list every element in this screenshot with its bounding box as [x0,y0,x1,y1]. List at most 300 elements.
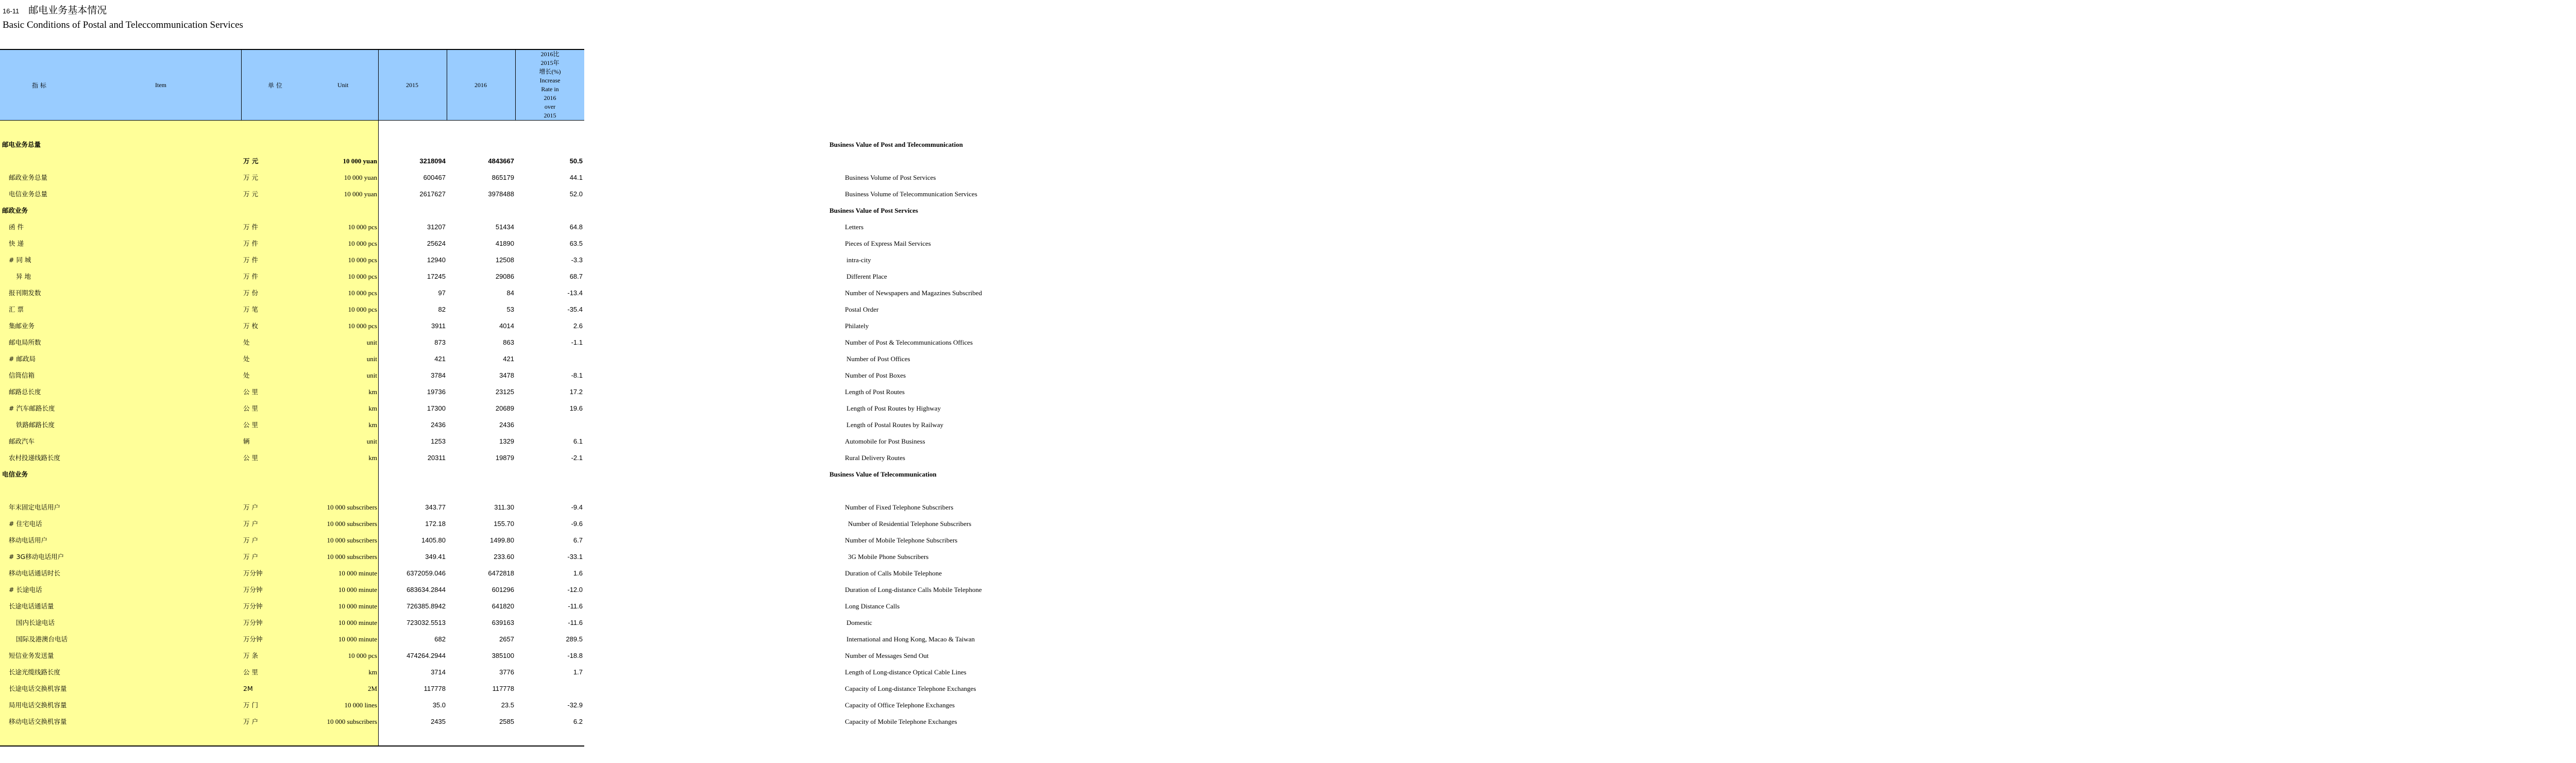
cell-unit-en: 10 000 pcs [348,273,377,280]
table-row [0,334,973,351]
header-increase-line: 2015年 [540,59,560,66]
cell-unit-en: 10 000 subscribers [327,718,377,725]
cell-item-en: Number of Post & Telecommunications Offices [845,338,973,346]
cell-item-en: Number of Mobile Telephone Subscribers [845,536,958,544]
cell-value-2016: 233.60 [494,553,514,561]
cell-value-2015: 683634.2844 [406,586,446,594]
table-row [0,268,887,285]
cell-value-2016 [450,483,514,499]
cell-indicator-zh: 邮电局所数 [9,338,41,346]
cell-increase-rate: -18.8 [567,652,583,659]
cell-value-2016: 155.70 [494,520,514,528]
cell-unit-en: 2M [367,685,377,692]
table-row [0,549,929,565]
cell-value-2016: 1499.80 [490,536,514,544]
cell-value-2016: 117778 [492,685,514,692]
table-row [0,318,869,334]
table-row [0,219,864,235]
cell-unit-zh: 万分钟 [243,619,263,626]
cell-value-2015: 1405.80 [421,536,446,544]
cell-value-2016: 53 [506,306,514,313]
cell-increase-rate: -9.4 [571,503,583,511]
cell-item-en: Capacity of Mobile Telephone Exchanges [845,718,957,725]
cell-increase-rate: -33.1 [567,553,583,561]
cell-value-2015: 3714 [431,668,446,676]
cell-unit-zh: 万 户 [243,520,258,528]
cell-item-en: Letters [845,223,864,231]
cell-indicator-zh: 函 件 [9,223,24,231]
cell-item-en: Number of Messages Send Out [845,652,929,659]
cell-indicator-zh: 报刊期发数 [9,289,41,297]
table-row [0,565,942,582]
cell-value-2016: 2585 [499,718,514,725]
cell-unit-en: 10 000 subscribers [327,553,377,561]
cell-value-2015 [381,466,446,483]
table-row [0,483,584,499]
cell-item-en: intra-city [846,256,871,264]
cell-value-2016: 863 [503,338,514,346]
cell-value-2015: 2617627 [419,190,446,198]
cell-value-2016: 3978488 [488,190,514,198]
cell-unit-zh: 万 元 [243,174,258,181]
cell-indicator-zh: 国际及港澳台电话 [16,635,68,643]
cell-value-2016: 12508 [495,256,514,264]
cell-indicator-zh: 邮政业务 [2,207,28,214]
cell-increase-rate: -2.1 [571,454,583,462]
cell-indicator-zh: 集邮业务 [9,322,35,330]
cell-indicator-zh: 异 地 [16,273,31,280]
cell-value-2015: 172.18 [425,520,446,528]
cell-item-en: Business Value of Telecommunication [829,470,937,478]
cell-value-2016: 20689 [495,404,514,412]
table-row [0,351,910,367]
cell-unit-en: 10 000 pcs [348,289,377,297]
table-row [0,450,905,466]
table-title-zh [3,3,107,16]
cell-value-2016 [450,137,514,153]
cell-value-2015: 2436 [431,421,446,429]
cell-unit-en: 10 000 minute [338,586,377,594]
cell-indicator-zh: 信筒信箱 [9,371,35,379]
cell-increase-rate: 63.5 [569,240,583,247]
cell-indicator-zh: # 同 城 [9,256,31,264]
cell-value-2016: 865179 [492,174,514,181]
cell-value-2016: 639163 [492,619,514,626]
cell-unit-zh: 万 条 [243,652,258,659]
header-unit-en: Unit [337,81,349,89]
cell-unit-zh: 万 户 [243,553,258,561]
cell-unit-zh: 万分钟 [243,602,263,610]
table-row [0,186,977,202]
cell-increase-rate: -1.1 [571,338,583,346]
table-row [0,582,982,598]
cell-increase-rate: -8.1 [571,371,583,379]
cell-unit-en: unit [366,338,377,346]
cell-value-2015: 349.41 [425,553,446,561]
cell-increase-rate [518,202,583,219]
cell-increase-rate: 1.7 [573,668,583,676]
cell-increase-rate: 68.7 [569,273,583,280]
cell-unit-zh: 万 户 [243,718,258,725]
table-row [0,301,879,318]
cell-value-2016: 1329 [499,437,514,445]
cell-unit-en: 10 000 subscribers [327,503,377,511]
cell-unit-zh: 公 里 [243,421,258,429]
table-row [0,532,958,549]
cell-increase-rate: -35.4 [567,306,583,313]
cell-value-2016: 601296 [492,586,514,594]
cell-increase-rate: 6.1 [573,437,583,445]
cell-value-2015: 25624 [427,240,446,247]
cell-item-en: Length of Post Routes by Highway [846,404,941,412]
cell-unit-en [309,137,377,153]
cell-value-2016: 3478 [499,371,514,379]
cell-increase-rate: 17.2 [569,388,583,396]
cell-increase-rate [518,417,583,433]
table-row [0,516,972,532]
cell-indicator-zh: # 汽车邮路长度 [9,404,55,412]
cell-unit-zh: 处 [243,355,250,363]
cell-unit-en: 10 000 yuan [344,174,377,181]
cell-unit-zh: 万分钟 [243,635,263,643]
cell-increase-rate: -3.3 [571,256,583,264]
cell-unit-en: unit [366,371,377,379]
cell-increase-rate: 2.6 [573,322,583,330]
table-row [0,367,906,384]
cell-indicator-zh: 汇 票 [9,306,24,313]
cell-item-en: Number of Post Offices [846,355,910,363]
cell-indicator-zh: # 住宅电话 [9,520,42,528]
cell-increase-rate: 1.6 [573,569,583,577]
cell-value-2015: 20311 [427,454,446,462]
cell-unit-zh: 万 笔 [243,306,258,313]
cell-unit-zh: 万分钟 [243,586,263,594]
header-2016: 2016 [474,81,487,89]
table-row [0,598,900,615]
cell-indicator-zh: 电信业务总量 [9,190,48,198]
cell-item-en: Business Value of Post and Telecommunication [829,141,963,148]
cell-increase-rate [518,137,583,153]
cell-indicator-zh: # 邮政局 [9,355,36,363]
cell-value-2016: 2657 [499,635,514,643]
table-row [0,252,871,268]
cell-value-2015: 17245 [427,273,446,280]
cell-indicator-zh: 邮政业务总量 [9,174,48,181]
cell-item-en: Philately [845,322,869,330]
cell-value-2015: 2435 [431,718,446,725]
table-row [0,169,936,186]
cell-unit-en: 10 000 minute [338,635,377,643]
cell-indicator-zh: 电信业务 [2,470,28,478]
cell-item-en: Pieces of Express Mail Services [845,240,931,247]
cell-value-2015: 3911 [431,322,446,330]
cell-increase-rate [518,681,583,697]
table-title-en: Basic Conditions of Postal and Teleccommunication Services [3,20,243,30]
cell-unit-zh: 万 件 [243,256,258,264]
divider-unit [241,50,242,121]
cell-indicator-zh: 短信业务发送量 [9,652,54,659]
cell-indicator-zh: 邮政汽车 [9,437,35,445]
table-row [0,681,976,697]
cell-value-2015: 12940 [427,256,446,264]
cell-increase-rate: 289.5 [566,635,583,643]
cell-value-2015: 3218094 [419,157,446,165]
cell-value-2015: 723032.5513 [406,619,446,626]
cell-unit-zh: 万 户 [243,536,258,544]
cell-unit-zh: 万 份 [243,289,258,297]
cell-increase-rate: 50.5 [569,157,583,165]
cell-value-2016 [450,466,514,483]
cell-value-2016 [450,202,514,219]
cell-increase-rate: 6.2 [573,718,583,725]
cell-value-2015: 35.0 [432,701,446,709]
cell-unit-en: 10 000 minute [338,569,377,577]
cell-indicator-zh: 快 递 [9,240,24,247]
cell-increase-rate [518,351,583,367]
cell-unit-en: km [368,388,377,396]
cell-increase-rate: -32.9 [567,701,583,709]
cell-increase-rate: 64.8 [569,223,583,231]
cell-value-2015 [381,483,446,499]
cell-value-2016: 641820 [492,602,514,610]
table-row [0,235,931,252]
cell-item-en: Number of Post Boxes [845,371,906,379]
cell-item-en: Length of Postal Routes by Railway [846,421,944,429]
header-increase-line: 增长(%) [539,68,561,75]
cell-unit-zh: 万 门 [243,701,258,709]
cell-item-en: 3G Mobile Phone Subscribers [848,553,929,561]
cell-increase-rate [518,483,583,499]
cell-item-en: Capacity of Long-distance Telephone Exchanges [845,685,976,692]
cell-unit-zh: 万 件 [243,240,258,247]
cell-indicator-zh: 移动电话用户 [9,536,48,544]
cell-unit-en: unit [366,437,377,445]
cell-unit-en: 10 000 pcs [348,223,377,231]
cell-unit-en: 10 000 minute [338,619,377,626]
divider-rate [515,50,516,121]
cell-value-2016: 23125 [495,388,514,396]
cell-value-2015: 1253 [431,437,446,445]
cell-unit-en: 10 000 pcs [348,256,377,264]
table-row [0,433,925,450]
table-row [0,153,584,169]
cell-value-2016: 41890 [495,240,514,247]
cell-unit-zh: 万分钟 [243,569,263,577]
cell-item-en: Different Place [846,273,887,280]
table-row [0,714,957,730]
cell-indicator-zh: # 长途电话 [9,586,42,594]
cell-unit-en [309,466,377,483]
cell-unit-en [309,483,377,499]
table-body [0,137,982,730]
cell-indicator-zh: 长途电话交换机容量 [9,685,67,692]
cell-indicator-zh: 局用电话交换机容量 [9,701,67,709]
table-row [0,400,941,417]
cell-indicator-zh: 邮路总长度 [9,388,41,396]
table-row [0,697,955,714]
table-row [0,417,944,433]
cell-unit-en: 10 000 pcs [348,322,377,330]
cell-increase-rate: -11.6 [568,602,583,610]
title-zh-text: 邮电业务基本情况 [28,5,107,16]
cell-unit-en: 10 000 yuan [344,190,377,198]
cell-value-2016: 2436 [499,421,514,429]
cell-item-en: Business Value of Post Services [829,207,918,214]
cell-value-2016: 4014 [499,322,514,330]
cell-item-en: Domestic [846,619,872,626]
cell-indicator-zh: 邮电业务总量 [2,141,41,148]
cell-value-2015: 82 [438,306,446,313]
table-row [0,137,963,153]
cell-value-2016: 421 [503,355,514,363]
cell-item-en: Number of Fixed Telephone Subscribers [845,503,954,511]
cell-item-en: Business Volume of Post Services [845,174,936,181]
cell-value-2016: 29086 [495,273,514,280]
header-2015: 2015 [406,81,418,89]
cell-increase-rate: -11.6 [568,619,583,626]
cell-item-en: Postal Order [845,306,879,313]
cell-unit-en: unit [366,355,377,363]
cell-unit-en: km [368,668,377,676]
cell-unit-zh: 万 件 [243,223,258,231]
cell-unit-en: 10 000 pcs [348,652,377,659]
cell-item-en: Automobile for Post Business [845,437,925,445]
cell-item-en: Rural Delivery Routes [845,454,905,462]
cell-item-en: Number of Newspapers and Magazines Subscribed [845,289,982,297]
cell-value-2015: 31207 [427,223,446,231]
cell-value-2015: 6372059.046 [406,569,446,577]
cell-indicator-zh: 农村投递线路长度 [9,454,61,462]
cell-item-en: Length of Post Routes [845,388,905,396]
cell-unit-zh: 公 里 [243,388,258,396]
cell-increase-rate: -9.6 [571,520,583,528]
cell-unit-en: 10 000 subscribers [327,536,377,544]
cell-increase-rate [518,466,583,483]
cell-value-2016: 3776 [499,668,514,676]
cell-value-2015: 474264.2944 [406,652,446,659]
table-row [0,648,929,664]
header-increase-line: 2016比 [540,50,560,58]
cell-unit-en: 10 000 pcs [348,306,377,313]
cell-increase-rate: 52.0 [569,190,583,198]
cell-unit-zh: 万 元 [243,157,259,165]
cell-unit-en: km [368,454,377,462]
table-row [0,285,982,301]
cell-unit-en [309,202,377,219]
table-row [0,466,937,483]
cell-value-2015 [381,137,446,153]
cell-item-en: Capacity of Office Telephone Exchanges [845,701,955,709]
table-row [0,631,975,648]
cell-indicator-zh: 长途电话通话量 [9,602,54,610]
cell-item-en: Number of Residential Telephone Subscribers [848,520,972,528]
cell-unit-en: km [368,421,377,429]
cell-increase-rate: -12.0 [567,586,583,594]
cell-item-en: Duration of Long-distance Calls Mobile Telephone [845,586,982,594]
table-row [0,499,954,516]
cell-indicator-zh: 年末固定电话用户 [9,503,61,511]
cell-value-2015: 600467 [423,174,446,181]
cell-value-2015 [381,202,446,219]
cell-increase-rate: 44.1 [569,174,583,181]
cell-value-2015: 19736 [427,388,446,396]
cell-value-2016: 23.5 [501,701,514,709]
cell-indicator-zh: 国内长途电话 [16,619,55,626]
cell-unit-en: 10 000 yuan [343,157,377,165]
bottom-rule [0,745,584,747]
cell-value-2015: 343.77 [425,503,446,511]
table-header [0,50,584,121]
cell-unit-zh: 2M [243,685,253,692]
cell-unit-zh: 处 [243,371,250,379]
cell-value-2015: 873 [434,338,446,346]
cell-indicator-zh: 长途光缆线路长度 [9,668,61,676]
cell-increase-rate: 19.6 [569,404,583,412]
cell-unit-zh: 公 里 [243,404,258,412]
header-indicator-zh: 指 标 [32,81,46,89]
table-row [0,615,872,631]
cell-unit-zh: 辆 [243,437,250,445]
header-increase-line: Rate in [541,86,559,93]
table-number: 16-11 [3,7,20,15]
table-row [0,664,967,681]
cell-value-2015: 3784 [431,371,446,379]
cell-value-2016: 6472818 [488,569,514,577]
cell-value-2015: 682 [434,635,446,643]
cell-value-2015: 117778 [423,685,446,692]
cell-unit-zh: 公 里 [243,668,258,676]
cell-unit-zh: 处 [243,338,250,346]
cell-value-2016: 311.30 [494,503,514,511]
cell-unit-zh: 万 户 [243,503,258,511]
cell-value-2015: 17300 [427,404,446,412]
cell-unit-zh: 万 件 [243,273,258,280]
header-increase [516,50,584,120]
header-increase-line: over [544,103,556,110]
cell-value-2016: 84 [506,289,514,297]
cell-item-en: Long Distance Calls [845,602,900,610]
header-increase-line: 2015 [544,112,556,119]
header-unit-zh: 单 位 [268,81,282,89]
cell-value-2015: 97 [438,289,446,297]
cell-unit-zh: 公 里 [243,454,258,462]
cell-indicator-zh: # 3G移动电话用户 [9,553,64,561]
header-increase-line: Increase [539,77,561,84]
header-item: Item [155,81,166,89]
cell-unit-en: km [368,404,377,412]
cell-value-2015: 726385.8942 [406,602,446,610]
cell-value-2016: 4843667 [488,157,514,165]
table-row [0,202,918,219]
cell-indicator-zh: 移动电话交换机容量 [9,718,67,725]
cell-item-en: International and Hong Kong, Macao & Taiwan [846,635,975,643]
cell-indicator-zh: 移动电话通话时长 [9,569,61,577]
header-increase-line: 2016 [544,94,556,101]
cell-unit-en: 10 000 subscribers [327,520,377,528]
cell-increase-rate: 6.7 [573,536,583,544]
table-row [0,384,905,400]
cell-unit-en: 10 000 pcs [348,240,377,247]
cell-value-2016: 19879 [495,454,514,462]
cell-unit-zh: 万 枚 [243,322,258,330]
cell-indicator-zh: 铁路邮路长度 [16,421,55,429]
cell-item-en: Duration of Calls Mobile Telephone [845,569,942,577]
cell-item-en: Business Volume of Telecommunication Services [845,190,977,198]
cell-increase-rate: -13.4 [567,289,583,297]
cell-unit-zh: 万 元 [243,190,258,198]
cell-value-2015: 421 [434,355,446,363]
cell-value-2016: 51434 [495,223,514,231]
